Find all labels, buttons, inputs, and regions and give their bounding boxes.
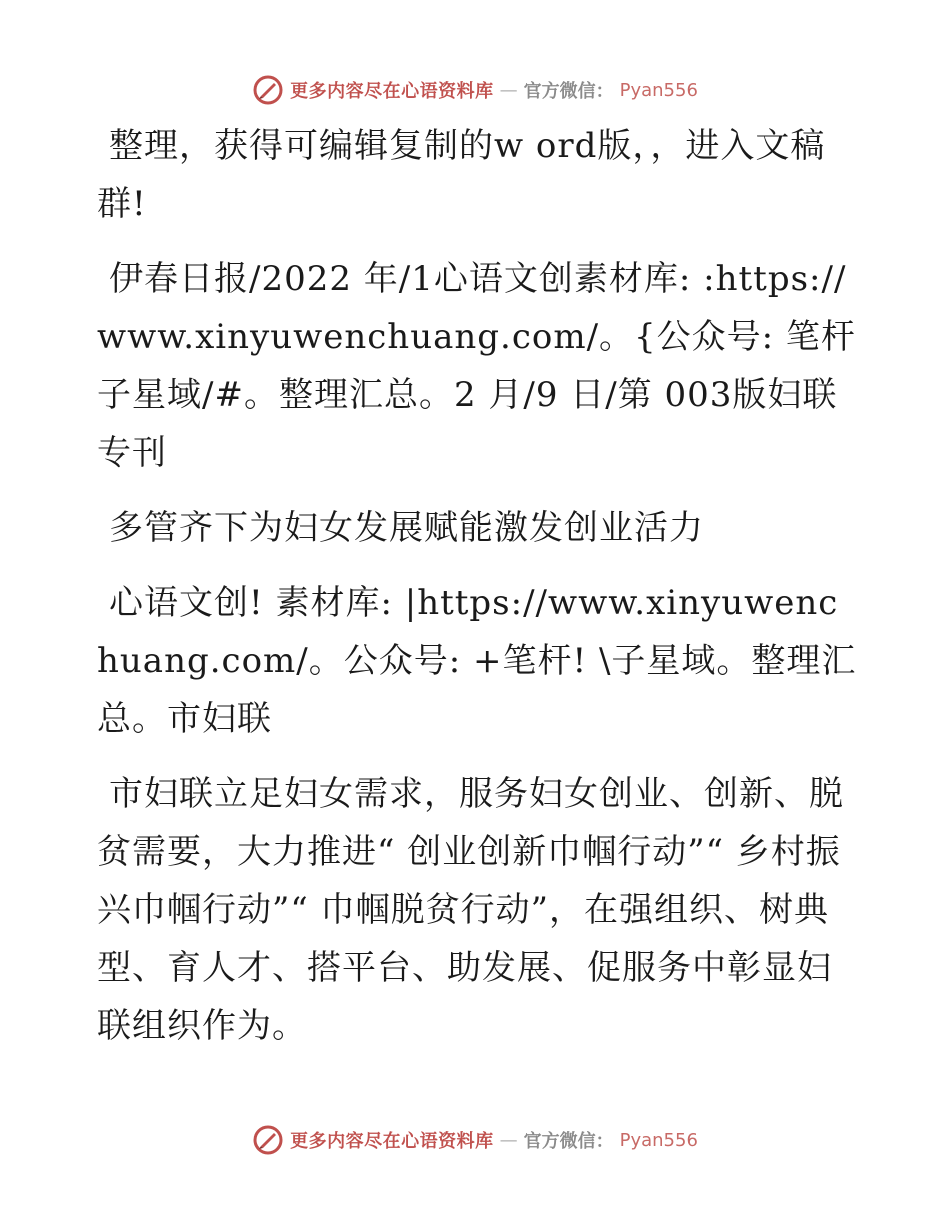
paragraph: 伊春日报/2022 年/1心语文创素材库: :https://www.xinyuwenchuang.com/。{公众号: 笔杆子星域/#。整理汇总。2 月/9 日/第 003版妇联专刊 [97, 259, 856, 473]
banner-lead-text: 更多内容尽在心语资料库 [290, 81, 494, 102]
banner-official-label: 官方微信： [523, 1131, 614, 1152]
banner-lead-text: 更多内容尽在心语资料库 [290, 1131, 494, 1152]
banner-official-label: 官方微信： [523, 81, 614, 102]
banner-dash: — [499, 79, 518, 101]
header-banner [0, 70, 950, 110]
document-body [97, 117, 857, 1072]
banner-wechat-id: Pyan556 [619, 79, 698, 101]
banner-dash: — [499, 1129, 518, 1151]
footer-banner [0, 1120, 950, 1160]
paragraph: 整理，获得可编辑复制的w ord版，，进入文稿群! [97, 126, 826, 224]
brand-logo-icon [252, 74, 284, 106]
banner-wechat-id: Pyan556 [619, 1129, 698, 1151]
article-title: 多管齐下为妇女发展赋能激发创业活力 [109, 508, 704, 548]
paragraph: 市妇联立足妇女需求，服务妇女创业、创新、脱贫需要，大力推进“ 创业创新巾帼行动”“ 乡村振兴巾帼行动”“ 巾帼脱贫行动”，在强组织、树典型、育人才、搭平台、助发展、促服务中彰显妇联组织作为。 [97, 774, 844, 1046]
paragraph: 心语文创! 素材库: |https://www.xinyuwenchuang.com/。公众号: +笔杆! \子星域。整理汇总。市妇联 [97, 583, 857, 739]
brand-logo-icon [252, 1124, 284, 1156]
